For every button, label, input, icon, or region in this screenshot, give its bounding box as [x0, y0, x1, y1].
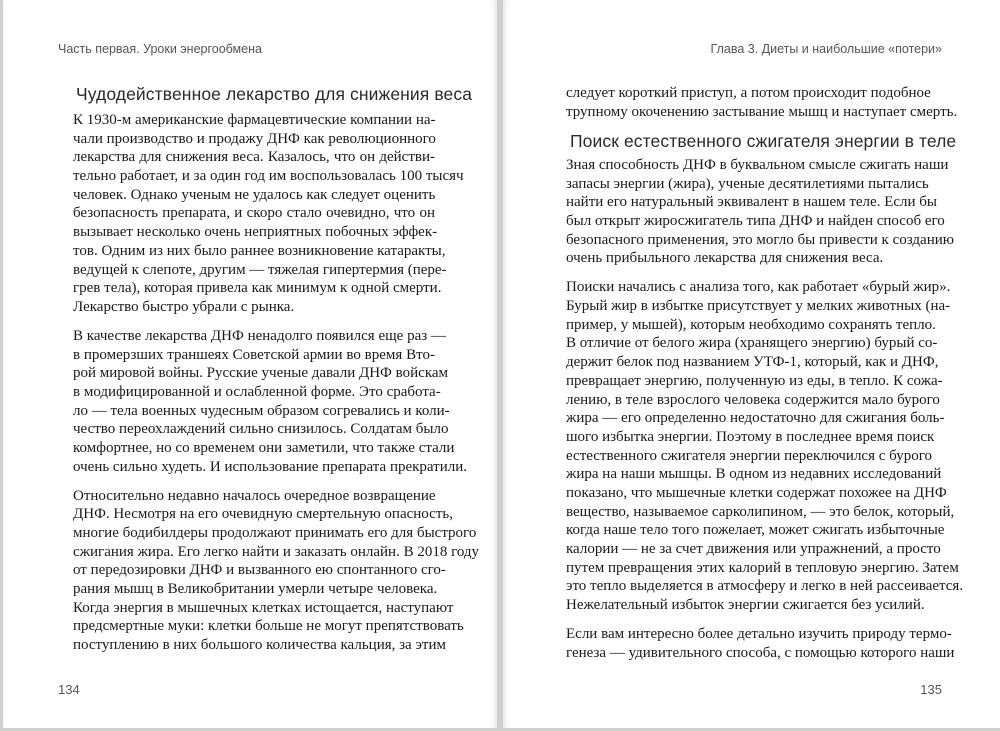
text-line: предсмертные муки: клетки больше не могут препятствовать	[73, 618, 464, 635]
text-line: ведущей к слепоте, другим — тяжелая гипертермия (пере-	[73, 261, 447, 278]
text-line: следует короткий приступ, а потом происходит подобное	[566, 85, 931, 101]
text-line: вещество, называемое сарколипином, — это белок, который,	[566, 503, 955, 520]
text-line: Если вам интересно более детально изучить природу термо-	[566, 626, 952, 643]
text-line: Относительно недавно началось очередное возвращение	[73, 487, 436, 504]
text-line: тов. Одним из них было раннее возникновение катаракты,	[73, 242, 446, 259]
text-line: держит белок под названием УТФ-1, который, как и ДНФ,	[566, 354, 939, 371]
text-line: человек. Однако ученым не удалось как следует оценить	[73, 186, 436, 203]
text-line: многие бодибилдеры продолжают принимать его для быстрого	[73, 525, 477, 542]
section-heading: Чудодейственное лекарство для снижения веса	[76, 84, 473, 104]
text-line: путем превращения этих калорий в тепловую энергию. Затем	[566, 559, 959, 576]
text-line: калории — не за счет движения или упражнений, а просто	[566, 541, 941, 558]
text-line: найти его натуральный эквивалент в нашем теле. Если бы	[566, 194, 937, 211]
right-page	[503, 0, 1000, 728]
text-line: это тепло выделяется в атмосферу и легко в ней рассеивается.	[566, 578, 964, 595]
text-line: от передозировки ДНФ и вызванного ею спонтанного сго-	[73, 562, 446, 579]
text-line: вызывает несколько очень неприятных побочных эффек-	[73, 224, 438, 241]
text-line: очень сильно худеть. И использование препарата прекратили.	[73, 458, 468, 475]
text-line: В отличие от белого жира (хранящего энергию) бурый со-	[566, 335, 938, 352]
body-text	[566, 156, 964, 662]
text-line: грев тела), которая привела как минимум к одной смерти.	[73, 280, 442, 297]
text-line: Бурый жир в избытке присутствует у мелких животных (на-	[566, 298, 951, 315]
text-line: комфортнее, но со временем они заметили, что также стали	[73, 439, 455, 456]
running-head: Часть первая. Уроки энергообмена	[58, 42, 262, 56]
paragraph	[73, 327, 468, 477]
section-heading: Поиск естественного сжигателя энергии в теле	[570, 131, 957, 151]
text-line: ДНФ. Несмотря на его очевидную смертельную опасность,	[73, 506, 453, 523]
page-number: 134	[58, 682, 80, 697]
paragraph	[566, 156, 954, 268]
text-line: В качестве лекарства ДНФ ненадолго появился еще раз —	[73, 327, 446, 344]
text-line: ло — тела военных чудесным образом согревались и коли-	[73, 402, 450, 419]
text-line: чали производство и продажу ДНФ как революционного	[73, 130, 436, 147]
text-line: чество переохлаждений сильно снизилось. Солдатам было	[73, 421, 449, 438]
page-number: 135	[920, 682, 942, 697]
text-line: в промерзших траншеях Советской армии во время Вто-	[73, 346, 435, 363]
paragraph	[73, 487, 480, 655]
text-line: жира — его определенно недостаточно для сжигания боль-	[566, 410, 945, 427]
text-line: Зная способность ДНФ в буквальном смысле сжигать наши	[566, 157, 949, 173]
text-line: рой мировой войны. Русские ученые давали ДНФ войскам	[73, 365, 449, 382]
text-line: жира на наши мышцы. В одном из недавних исследований	[566, 466, 942, 483]
text-line: поступлению в них большого количества кальция, за этим	[73, 637, 446, 654]
text-line: в модифицированной и ослабленной форме. Это сработа-	[73, 383, 441, 400]
text-line: Поиски начались с анализа того, как работает «бурый жир».	[566, 279, 951, 296]
intro-text	[566, 84, 958, 121]
text-line: трупному окоченению застывание мышц и наступает смерть.	[566, 103, 958, 120]
text-line: К 1930-м американские фармацевтические компании на-	[73, 112, 436, 128]
text-line: генеза — удивительного способа, с помощью которого наши	[566, 644, 955, 661]
text-line: сжигания жира. Его легко найти и заказать онлайн. В 2018 году	[73, 543, 480, 560]
paragraph	[566, 625, 955, 662]
text-line: Когда энергия в мышечных клетках истощается, наступают	[73, 599, 454, 616]
running-head: Глава 3. Диеты и наибольшие «потери»	[710, 42, 942, 56]
paragraph	[566, 278, 964, 614]
text-line: Лекарство быстро убрали с рынка.	[73, 298, 295, 315]
paragraph	[73, 111, 464, 317]
text-line: шого избытка энергии. Поэтому в последнее время поиск	[566, 428, 935, 445]
text-line: безопасного применения, это могло бы привести к созданию	[566, 231, 954, 248]
text-line: очень прибыльного лекарства для снижения веса.	[566, 250, 884, 267]
text-line: показано, что мышечные клетки содержат похожее на ДНФ	[566, 484, 947, 501]
text-line: лению, в теле взрослого человека содержится мало бурого	[566, 391, 940, 408]
text-line: Нежелательный избыток энергии сжигается без усилий.	[566, 597, 925, 614]
text-line: рания мышц в Великобритании умерли четыре человека.	[73, 581, 438, 598]
text-line: пример, у мышей), которым необходимо сохранять тепло.	[566, 316, 936, 333]
left-page	[3, 0, 497, 728]
text-line: был открыт жиросжигатель типа ДНФ и найден способ его	[566, 213, 945, 230]
text-line: лекарства для снижения веса. Казалось, что он действи-	[73, 149, 435, 166]
body-text	[73, 111, 480, 655]
text-line: безопасность препарата, и скоро стало очевидно, что он	[73, 205, 435, 222]
text-line: запасы энергии (жира), ученые десятилетиями пытались	[566, 175, 929, 192]
text-line: превращает энергию, полученную из еды, в тепло. К сожа-	[566, 372, 943, 389]
text-line: тельно работает, и за один год им воспользовалась 100 тысяч	[73, 168, 464, 185]
text-line: когда наше тело того пожелает, может сжигать избыточные	[566, 522, 945, 539]
text-line: естественного сжигателя энергии переключился с бурого	[566, 447, 932, 464]
